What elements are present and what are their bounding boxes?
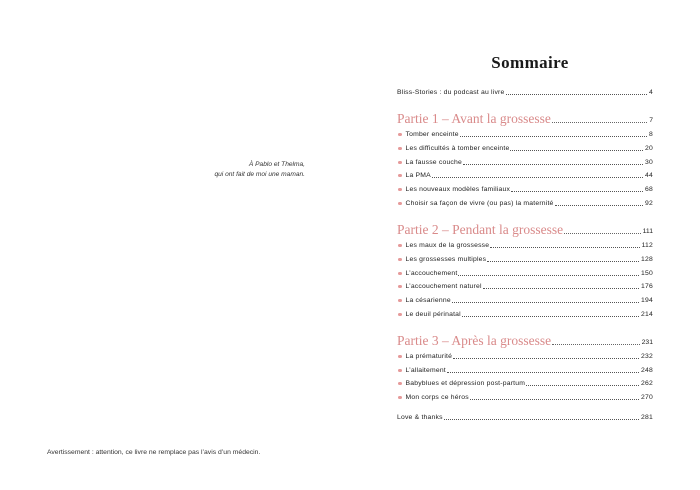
- toc-part-label: Partie 3 – Après la grossesse: [397, 333, 552, 348]
- toc-page-number: 194: [641, 297, 653, 304]
- dotted-leader: [487, 261, 639, 262]
- toc-entry[interactable]: [397, 390, 653, 402]
- toc-entry[interactable]: [397, 127, 653, 139]
- bullet-icon: [398, 244, 402, 248]
- dotted-leader: [463, 164, 643, 165]
- toc-part-label: Partie 1 – Avant la grossesse: [397, 111, 551, 126]
- toc-page-number: 248: [641, 367, 653, 374]
- toc-entry-label: Le deuil périnatal: [405, 311, 461, 318]
- table-of-contents-page: [350, 0, 700, 490]
- bullet-icon: [398, 313, 402, 317]
- toc-part-label: Partie 2 – Pendant la grossesse: [397, 222, 564, 237]
- dotted-leader: [490, 247, 639, 248]
- toc-part-1[interactable]: [397, 108, 653, 126]
- toc-entry[interactable]: [397, 293, 653, 305]
- dotted-leader: [453, 358, 639, 359]
- toc-entry[interactable]: [397, 279, 653, 291]
- toc-entry[interactable]: [397, 182, 653, 194]
- toc-page-number: 232: [641, 353, 653, 360]
- toc-page-number: 231: [641, 339, 653, 346]
- dotted-leader: [447, 372, 639, 373]
- toc-entry[interactable]: [397, 141, 653, 153]
- dotted-leader: [526, 385, 639, 386]
- bullet-icon: [398, 285, 402, 289]
- bullet-icon: [398, 355, 402, 359]
- toc-entry-label: La césarienne: [405, 297, 451, 304]
- bullet-icon: [398, 147, 402, 151]
- bullet-icon: [398, 382, 402, 386]
- toc-page-number: 214: [641, 311, 653, 318]
- toc-entry-outro[interactable]: [397, 410, 653, 422]
- bullet-icon: [398, 133, 402, 137]
- toc-entry-label: Les grossesses multiples: [405, 256, 487, 263]
- bullet-icon: [398, 396, 402, 400]
- dotted-leader: [458, 275, 639, 276]
- dotted-leader: [470, 399, 639, 400]
- toc-part-2[interactable]: [397, 219, 653, 237]
- toc-page-number: 20: [645, 145, 653, 152]
- dotted-leader: [460, 136, 647, 137]
- toc-entry-label: Choisir sa façon de vivre (ou pas) la maternité: [405, 200, 554, 207]
- toc-entry-label: Mon corps ce héros: [405, 394, 469, 401]
- toc-page-number: 281: [641, 414, 653, 421]
- toc-entry-label: L’accouchement: [405, 270, 458, 277]
- toc-entry[interactable]: [397, 252, 653, 264]
- toc-entry-intro[interactable]: [397, 85, 653, 97]
- bullet-icon: [398, 202, 402, 206]
- toc-page-number: 68: [645, 186, 653, 193]
- dedication: [214, 160, 305, 180]
- dotted-leader: [552, 344, 640, 345]
- toc-entry[interactable]: [397, 307, 653, 319]
- toc-page-number: 111: [642, 228, 653, 235]
- toc-entry[interactable]: [397, 168, 653, 180]
- toc-entry-label: Bliss-Stories : du podcast au livre: [397, 89, 505, 96]
- toc-entry[interactable]: [397, 238, 653, 250]
- toc-entry-label: La prématurité: [405, 353, 453, 360]
- toc-entry-label: Les difficultés à tomber enceinte: [405, 145, 510, 152]
- bullet-icon: [398, 161, 402, 165]
- bullet-icon: [398, 174, 402, 178]
- toc-entry[interactable]: [397, 155, 653, 167]
- dedication-line: qui ont fait de moi une maman.: [214, 171, 305, 178]
- dotted-leader: [552, 122, 647, 123]
- dotted-leader: [483, 288, 639, 289]
- toc-part-3[interactable]: [397, 330, 653, 348]
- toc-page-number: 128: [641, 256, 653, 263]
- toc-page-number: 4: [649, 89, 653, 96]
- toc-entry[interactable]: [397, 363, 653, 375]
- toc-page-number: 30: [645, 159, 653, 166]
- bullet-icon: [398, 272, 402, 276]
- dotted-leader: [432, 177, 643, 178]
- bullet-icon: [398, 258, 402, 262]
- toc-entry-label: L’accouchement naturel: [405, 283, 482, 290]
- toc-entry[interactable]: [397, 196, 653, 208]
- toc-page-number: 7: [649, 117, 653, 124]
- toc-page-number: 8: [649, 131, 653, 138]
- bullet-icon: [398, 188, 402, 192]
- toc-title: Sommaire: [491, 53, 569, 72]
- toc-page-number: 150: [641, 270, 653, 277]
- toc-entry-label: Babyblues et dépression post-partum: [405, 380, 526, 387]
- dotted-leader: [506, 94, 648, 95]
- toc-entry-label: Tomber enceinte: [405, 131, 459, 138]
- bullet-icon: [398, 369, 402, 373]
- dotted-leader: [510, 150, 643, 151]
- toc-page-number: 176: [641, 283, 653, 290]
- dotted-leader: [452, 302, 639, 303]
- toc-entry-label: La fausse couche: [405, 159, 462, 166]
- toc-page-number: 270: [641, 394, 653, 401]
- toc-entry[interactable]: [397, 349, 653, 361]
- toc-page-number: 112: [641, 242, 653, 249]
- toc-entry-label: Love & thanks: [397, 414, 443, 421]
- dotted-leader: [564, 233, 641, 234]
- toc-page-number: 44: [645, 172, 653, 179]
- bullet-icon: [398, 299, 402, 303]
- dotted-leader: [555, 205, 643, 206]
- toc-page-number: 92: [645, 200, 653, 207]
- dotted-leader: [462, 316, 639, 317]
- toc-entry-label: Les nouveaux modèles familiaux: [405, 186, 511, 193]
- dotted-leader: [511, 191, 643, 192]
- toc-entry-label: L’allaitement: [405, 367, 446, 374]
- toc-entry-label: La PMA: [405, 172, 431, 179]
- medical-warning: Avertissement : attention, ce livre ne remplace pas l’avis d’un médecin.: [47, 449, 261, 456]
- toc-entry-label: Les maux de la grossesse: [405, 242, 490, 249]
- toc-entry[interactable]: [397, 266, 653, 278]
- dotted-leader: [444, 419, 639, 420]
- dedication-line: À Pablo et Thelma,: [248, 161, 305, 168]
- toc-entry[interactable]: [397, 376, 653, 388]
- toc-page-number: 262: [641, 380, 653, 387]
